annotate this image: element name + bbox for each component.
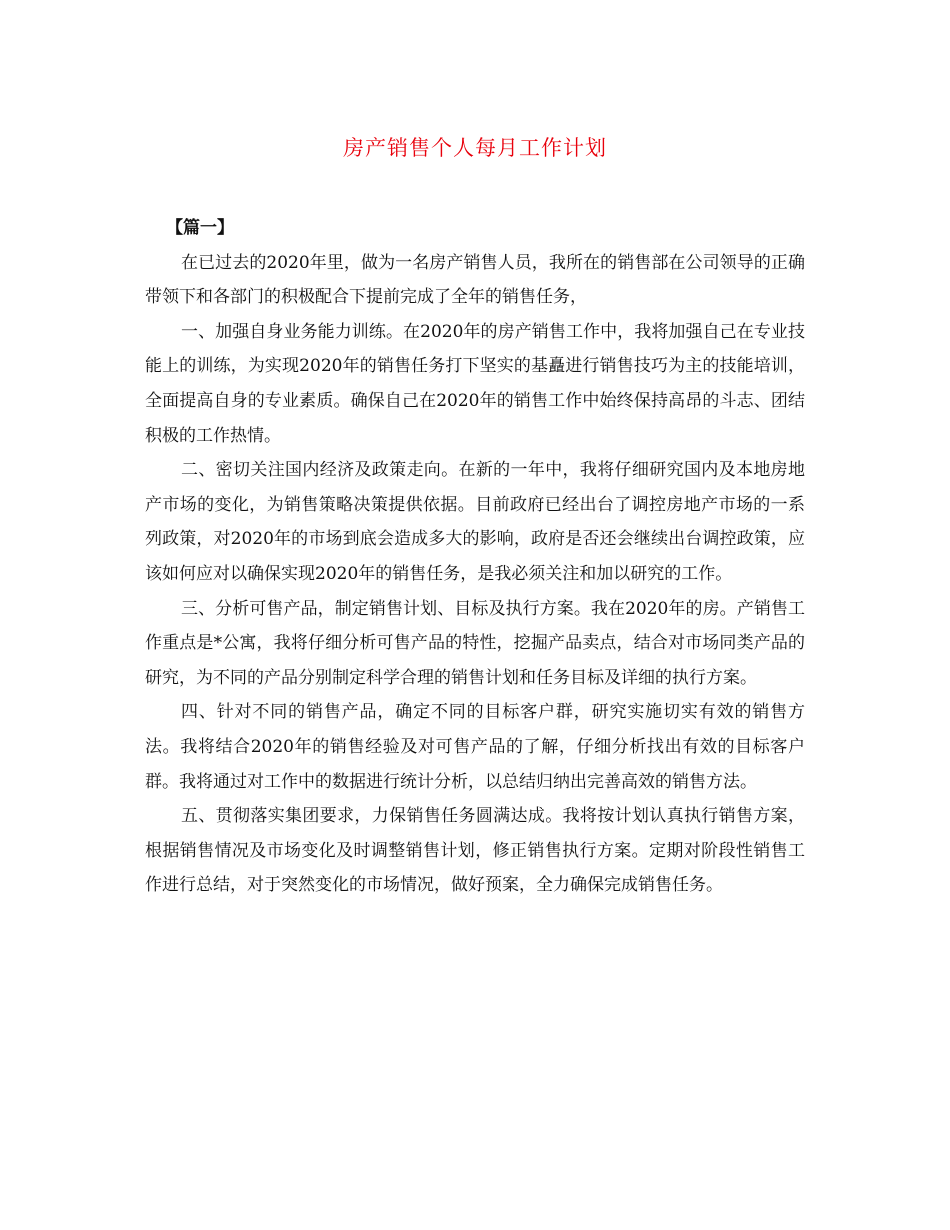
- paragraph-point-3: 三、分析可售产品，制定销售计划、目标及执行方案。我在2020年的房。产销售工作重点是*公寓，我将仔细分析可售产品的特性，挖掘产品卖点，结合对市场同类产品的研究，为不同的产品分别制定科学合理的销售计划和任务目标及详细的执行方案。: [145, 598, 805, 688]
- paragraph-point-1: 一、加强自身业务能力训练。在2020年的房产销售工作中，我将加强自己在专业技能上的训练，为实现2020年的销售任务打下坚实的基矗进行销售技巧为主的技能培训，全面提高自身的专业素质。确保自己在2020年的销售工作中始终保持高昂的斗志、团结积极的工作热情。: [145, 321, 805, 446]
- document-body: [145, 211, 805, 903]
- document-title: 房产销售个人每月工作计划: [343, 136, 607, 160]
- paragraph-point-4: 四、针对不同的销售产品，确定不同的目标客户群，研究实施切实有效的销售方法。我将结合2020年的销售经验及对可售产品的了解，仔细分析找出有效的目标客户群。我将通过对工作中的数据进行统计分析，以总结归纳出完善高效的销售方法。: [145, 702, 805, 792]
- section-heading: 【篇一】: [166, 218, 234, 238]
- paragraph-point-2: 二、密切关注国内经济及政策走向。在新的一年中，我将仔细研究国内及本地房地产市场的变化，为销售策略决策提供依据。目前政府已经出台了调控房地产市场的一系列政策，对2020年的市场到底会造成多大的影响，政府是否还会继续出台调控政策，应该如何应对以确保实现2020年的销售任务，是我必须关注和加以研究的工作。: [145, 460, 805, 584]
- paragraph-point-5: 五、贯彻落实集团要求，力保销售任务圆满达成。我将按计划认真执行销售方案，根据销售情况及市场变化及时调整销售计划，修正销售执行方案。定期对阶段性销售工作进行总结，对于突然变化的市场情况，做好预案，全力确保完成销售任务。: [145, 806, 805, 896]
- paragraph-intro: 在已过去的2020年里，做为一名房产销售人员，我所在的销售部在公司领导的正确带领下和各部门的积极配合下提前完成了全年的销售任务，: [145, 252, 805, 308]
